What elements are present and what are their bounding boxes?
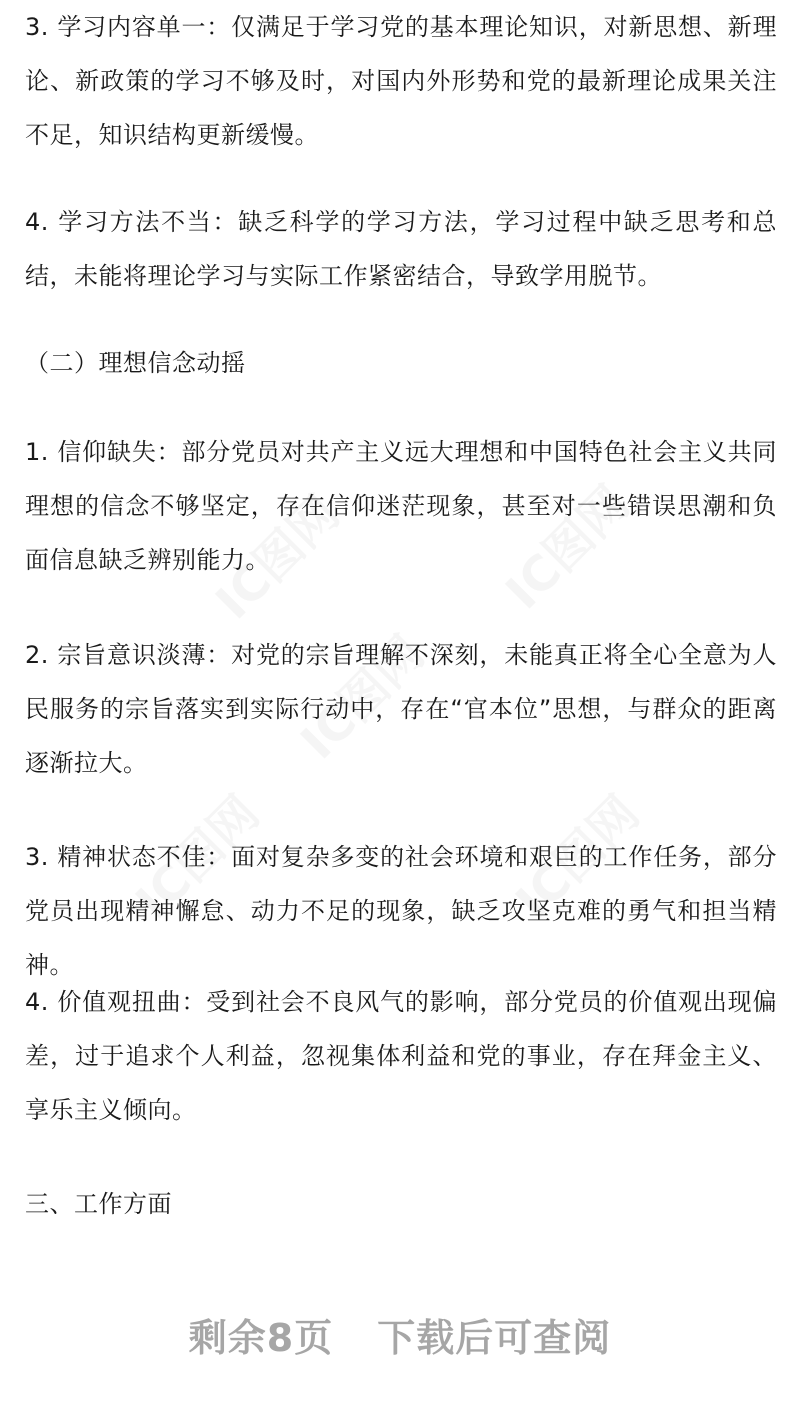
paragraph-purpose: 2. 宗旨意识淡薄：对党的宗旨理解不深刻，未能真正将全心全意为人民服务的宗旨落实到实际行动中，存在“官本位”思想，与群众的距离逐渐拉大。: [25, 641, 777, 777]
paragraph-belief: 1. 信仰缺失：部分党员对共产主义远大理想和中国特色社会主义共同理想的信念不够坚定，存在信仰迷茫现象，甚至对一些错误思潮和负面信息缺乏辨别能力。: [25, 438, 777, 574]
section-heading-ideals: （二）理想信念动摇: [25, 349, 246, 377]
download-to-view-label: 下载后可查阅: [377, 1316, 612, 1360]
paragraph-spirit: 3. 精神状态不佳：面对复杂多变的社会环境和艰巨的工作任务，部分党员出现精神懈怠、动力不足的现象，缺乏攻坚克难的勇气和担当精神。: [25, 843, 777, 979]
paragraph-values: 4. 价值观扭曲：受到社会不良风气的影响，部分党员的价值观出现偏差，过于追求个人利益，忽视集体利益和党的事业，存在拜金主义、享乐主义倾向。: [25, 988, 777, 1124]
section-heading-work: 三、工作方面: [25, 1190, 172, 1218]
download-prompt[interactable]: [0, 1306, 800, 1370]
remaining-pages-label: 剩余8页: [188, 1316, 334, 1360]
paragraph-learning-method: 4. 学习方法不当：缺乏科学的学习方法，学习过程中缺乏思考和总结，未能将理论学习与实际工作紧密结合，导致学用脱节。: [25, 208, 777, 290]
paragraph-learning-content: 3. 学习内容单一：仅满足于学习党的基本理论知识，对新思想、新理论、新政策的学习不够及时，对国内外形势和党的最新理论成果关注不足，知识结构更新缓慢。: [25, 13, 777, 149]
